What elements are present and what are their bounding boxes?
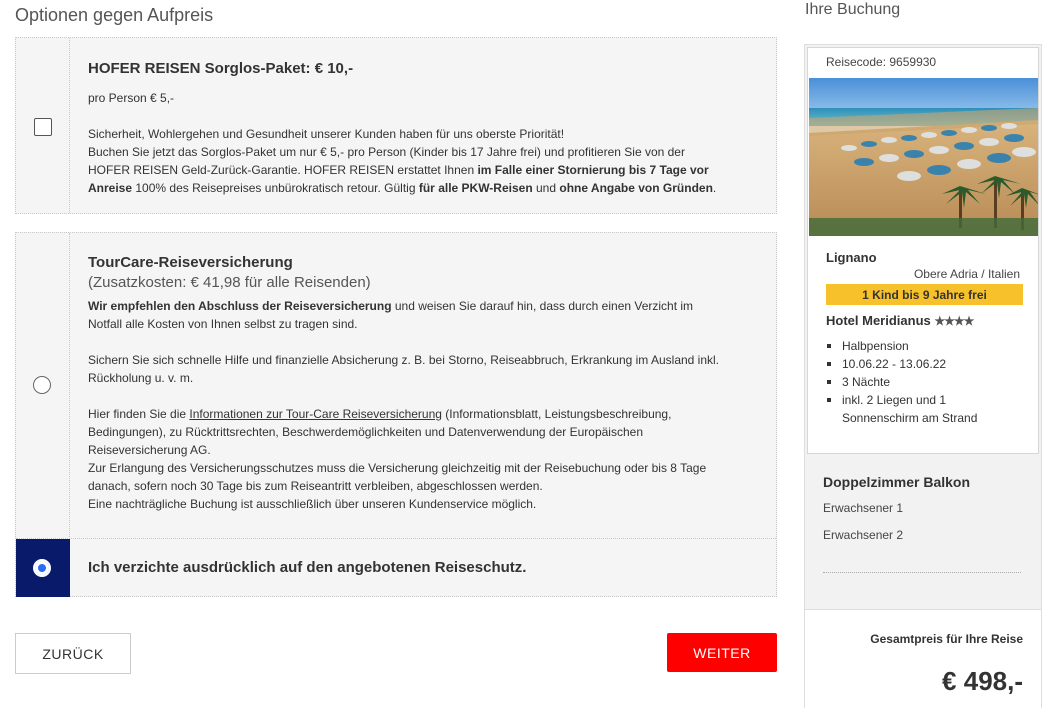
total-price-box	[805, 609, 1041, 708]
tourcare-line	[88, 405, 758, 423]
tourcare-paragraph-3	[88, 405, 758, 513]
hotel-name-row	[826, 313, 973, 328]
feature-item: Halbpension	[826, 337, 1026, 355]
room-type: Doppelzimmer Balkon	[823, 474, 971, 490]
reisecode: Reisecode: 9659930	[826, 55, 937, 69]
sorglos-per-person: pro Person € 5,-	[88, 91, 175, 105]
sorglos-bold-text: ohne Angabe von Gründen	[559, 181, 713, 195]
tourcare-info-link[interactable]: Informationen zur Tour-Care Reiseversicherung	[189, 407, 442, 421]
tourcare-bold-text: Wir empfehlen den Abschluss der Reiseversicherung	[88, 299, 392, 313]
tourcare-text: und weisen Sie darauf hin, dass durch einen Verzicht im	[391, 299, 694, 313]
tourcare-radio[interactable]	[33, 376, 51, 394]
sorglos-text: .	[712, 181, 717, 195]
tourcare-title: TourCare-Reiseversicherung	[88, 254, 293, 271]
total-price-label: Gesamtpreis für Ihre Reise	[870, 632, 1023, 646]
tourcare-line: Zur Erlangung des Versicherungsschutzes muss die Versicherung gleichzeitig mit der Reisebuchung oder bis 8 Tage	[88, 461, 707, 475]
feature-item: 10.06.22 - 13.06.22	[826, 355, 1026, 373]
sorglos-line: Sicherheit, Wohlergehen und Gesundheit unserer Kunden haben für uns oberste Priorität!	[88, 127, 565, 141]
tourcare-content	[88, 254, 758, 513]
sorglos-content	[88, 60, 758, 197]
tourcare-line: Rückholung u. v. m.	[88, 371, 194, 385]
sorglos-line: Buchen Sie jetzt das Sorglos-Paket um nur € 5,- pro Person (Kinder bis 17 Jahre frei) und profitieren Sie von der	[88, 145, 685, 159]
tourcare-option-box	[15, 232, 777, 597]
offer-card	[807, 47, 1039, 454]
decline-option-row[interactable]	[16, 538, 776, 597]
tourcare-line: Eine nachträgliche Buchung ist ausschließlich über unseren Kundenservice möglich.	[88, 497, 537, 511]
tourcare-line: danach, sofern noch 30 Tage bis zum Reiseantritt verbleiben, abgeschlossen werden.	[88, 479, 543, 493]
tourcare-control-column	[16, 233, 70, 537]
beach-photo	[809, 78, 1038, 236]
destination-name: Lignano	[826, 250, 877, 265]
tourcare-line	[88, 297, 758, 315]
sorglos-bold-text: im Falle einer Stornierung bis 7 Tage vor	[477, 163, 709, 177]
sorglos-line	[88, 161, 758, 179]
tourcare-line: Bedingungen), zu Rücktrittsrechten, Beschwerdemöglichkeiten und Datenverwendung der Europäischen	[88, 425, 643, 439]
sorglos-description	[88, 125, 758, 197]
feature-item: 3 Nächte	[826, 373, 1026, 391]
hotel-name: Hotel Meridianus	[826, 313, 931, 328]
total-price-value: € 498,-	[942, 666, 1023, 696]
tourcare-subtitle: (Zusatzkosten: € 41,98 für alle Reisenden)	[88, 274, 371, 291]
sorglos-title: HOFER REISEN Sorglos-Paket: € 10,-	[88, 60, 354, 77]
sidebar-title: Ihre Buchung	[805, 1, 901, 18]
feature-list	[826, 337, 1026, 427]
decline-label: Ich verzichte ausdrücklich auf den angebotenen Reiseschutz.	[88, 559, 527, 576]
beach-photo-image	[809, 78, 1038, 236]
sorglos-text: 100% des Reisepreises unbürokratisch retour. Gültig	[132, 181, 419, 195]
tourcare-line: Sichern Sie sich schnelle Hilfe und finanzielle Absicherung z. B. bei Storno, Reiseabbruch, Erkrankung im Ausland inkl.	[88, 353, 720, 367]
tourcare-text: Hier finden Sie die	[88, 407, 190, 421]
sorglos-bold-text: für alle PKW-Reisen	[418, 181, 533, 195]
tourcare-paragraph-1	[88, 297, 758, 333]
decline-control-cell	[16, 539, 70, 597]
traveler-1: Erwachsener 1	[823, 501, 904, 515]
kid-offer-badge: 1 Kind bis 9 Jahre frei	[826, 284, 1023, 305]
sorglos-checkbox[interactable]	[34, 118, 52, 136]
tourcare-line: Notfall alle Kosten von Ihnen selbst zu tragen sind.	[88, 317, 358, 331]
booking-summary-panel	[804, 44, 1042, 708]
decline-radio[interactable]	[33, 559, 51, 577]
tourcare-line: Reiseversicherung AG.	[88, 443, 211, 457]
page-title: Optionen gegen Aufpreis	[15, 5, 214, 25]
star-rating-icon: ★★★★	[934, 314, 974, 328]
back-button[interactable]: ZURÜCK	[15, 633, 131, 674]
sorglos-line	[88, 179, 758, 197]
sorglos-option-box	[15, 37, 777, 214]
sorglos-text: und	[532, 181, 560, 195]
next-button[interactable]: WEITER	[667, 633, 777, 672]
tourcare-paragraph-2	[88, 351, 758, 387]
sorglos-control-column	[16, 38, 70, 213]
traveler-2: Erwachsener 2	[823, 528, 904, 542]
divider	[823, 572, 1021, 573]
sorglos-bold-text: Anreise	[88, 181, 133, 195]
sorglos-text: HOFER REISEN Geld-Zurück-Garantie. HOFER REISEN erstattet Ihnen	[88, 163, 478, 177]
tourcare-text: (Informationsblatt, Leistungsbeschreibung,	[441, 407, 672, 421]
destination-region: Obere Adria / Italien	[913, 267, 1020, 281]
feature-item: inkl. 2 Liegen und 1 Sonnenschirm am Strand	[826, 391, 1026, 427]
